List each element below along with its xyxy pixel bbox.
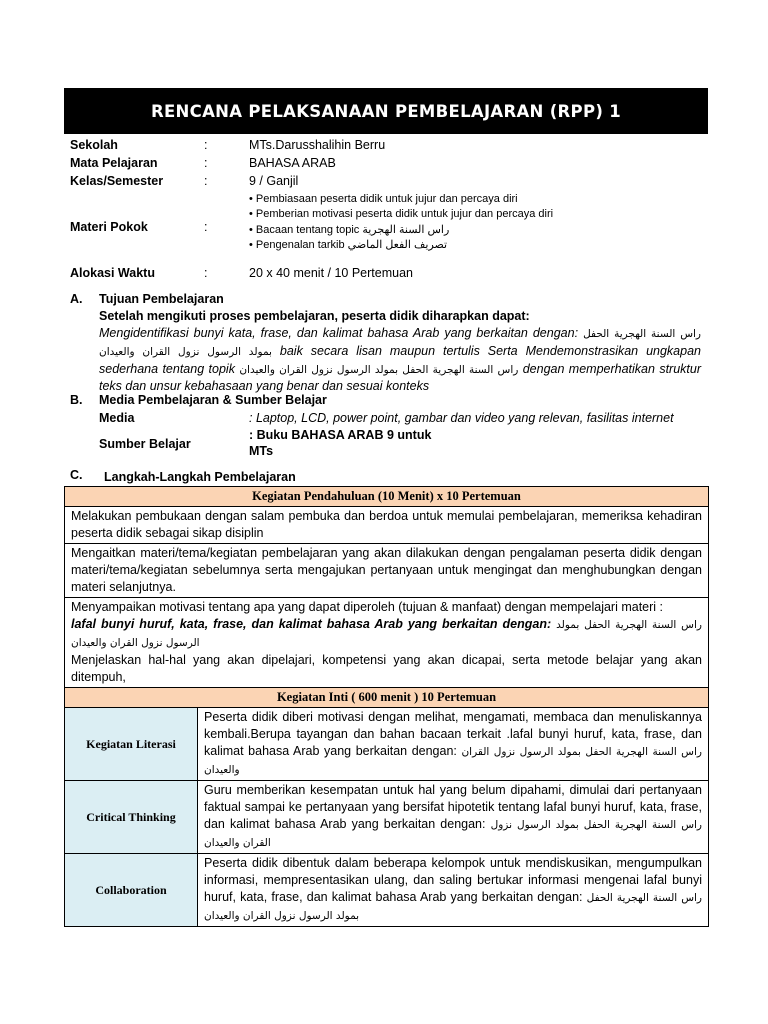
tujuan-text-2: baik secara lisan maupun tertulis Serta Mendemonstrasikan ungkapan sederhana tentang topik [99,343,701,376]
inti-cell-literasi [198,708,709,781]
tujuan-text-3: dengan memperhatikan struktur teks dan unsur kebahasaan yang benar dan sesuai konteks [99,361,702,394]
inti-arabic: راس السنة الهجرية الحفل بمولد الرسول نزول القران والعيدان [204,892,703,922]
pendahuluan-row-1: Melakukan pembukaan dengan salam pembuka dan berdoa untuk memulai pembelajaran, memeriksa kehadiran peserta didik sebagai sikap disiplin [65,507,709,544]
sumber-value-1: : Buku BAHASA ARAB 9 untuk [249,428,432,442]
materi-label: Materi Pokok [70,220,148,234]
alokasi-value: 20 x 40 menit / 10 Pertemuan [249,266,413,280]
inti-text: Peserta didik diberi motivasi dengan melihat, mengamati, membaca dan menuliskannya kembali.Berupa tayangan dan bahan bacaan terkait .lafal bunyi huruf, kata, frase, dan kalimat bahasa Arab yang berkaitan dengan: [204,710,702,758]
sekolah-value: MTs.Darusshalihin Berru [249,138,386,152]
media-value: : Laptop, LCD, power point, gambar dan video yang relevan, fasilitas internet [249,411,674,425]
inti-text: Peserta didik dibentuk dalam beberapa kelompok untuk mendiskusikan, mengumpulkan informasi, mempresentasikan ulang, dan saling bertukar informasi mengenai lafal bunyi huruf, kata, frase, dan kalimat bahasa Arab yang berkaitan dengan: [204,856,702,904]
materi-item: • Bacaan tentang topic راس السنة الهجرية [249,223,449,236]
tujuan-arabic-1: راس السنة الهجرية الحفل بمولد الرسول نزول القران والعيدان [99,328,701,358]
section-b-heading: Media Pembelajaran & Sumber Belajar [99,393,327,407]
section-b-letter: B. [70,393,83,407]
alokasi-label: Alokasi Waktu [70,266,155,280]
tujuan-arabic-2: راس السنة الهجرية الحفل بمولد الرسول نزول القران والعيدان [239,363,519,376]
inti-arabic: راس السنة الهجرية الحفل بمولد الرسول نزول القران والعيدان [204,746,702,776]
inti-label-critical: Critical Thinking [65,781,198,854]
section-c-heading: Langkah-Langkah Pembelajaran [104,470,296,484]
section-a-heading: Tujuan Pembelajaran [99,292,224,306]
table-row [65,544,709,598]
motivasi-italic: lafal bunyi huruf, kata, frase, dan kalimat bahasa Arab yang berkaitan dengan: [71,617,552,631]
inti-cell-collaboration [198,854,709,927]
sumber-label: Sumber Belajar [99,437,191,451]
sumber-value-2: MTs [249,444,274,458]
mapel-value: BAHASA ARAB [249,156,336,170]
pendahuluan-row-3 [65,598,709,688]
materi-item: • Pengenalan tarkib تصريف الفعل الماضي [249,238,447,251]
table-row [65,507,709,544]
inti-label-collaboration: Collaboration [65,854,198,927]
inti-header: Kegiatan Inti ( 600 menit ) 10 Pertemuan [65,688,709,708]
colon: : [204,138,208,152]
kelas-value: 9 / Ganjil [249,174,299,188]
langkah-table [64,486,709,927]
section-a-letter: A. [70,292,83,306]
motivasi-arabic: راس السنة الهجرية الحفل بمولد الرسول نزول القران والعيدان [71,619,702,649]
motivasi-text: Menyampaikan motivasi tentang apa yang dapat diperoleh (tujuan & manfaat) dengan mempelajari materi : [71,600,664,614]
section-c-letter: C. [70,468,83,482]
table-row [65,688,709,708]
colon: : [204,174,208,188]
media-label: Media [99,411,135,425]
mapel-label: Mata Pelajaran [70,156,158,170]
colon: : [204,220,208,234]
menjelaskan-text: Menjelaskan hal-hal yang akan dipelajari, kompetensi yang akan dicapai, serta metode belajar yang akan ditempuh, [71,653,702,684]
inti-text: Guru memberikan kesempatan untuk hal yang belum dipahami, dimulai dari pertanyaan faktual sampai ke pertanyaan yang bersifat hipotetik tentang lafal bunyi huruf, kata, frase, dan kalimat bahasa Arab yang berkaitan dengan: [204,783,702,831]
inti-cell-critical [198,781,709,854]
table-row [65,598,709,688]
table-row [65,854,709,927]
kelas-label: Kelas/Semester [70,174,164,188]
pendahuluan-header: Kegiatan Pendahuluan (10 Menit) x 10 Pertemuan [65,487,709,507]
colon: : [204,266,208,280]
document-title: RENCANA PELAKSANAAN PEMBELAJARAN (RPP) 1 [64,88,708,134]
table-row [65,487,709,507]
pendahuluan-row-2: Mengaitkan materi/tema/kegiatan pembelajaran yang akan dilakukan dengan pengalaman peserta didik dengan materi/tema/kegiatan sebelumnya serta mengajukan pertanyaan untuk mengingat dan menghubungkan dengan materi selanjutnya. [65,544,709,598]
table-row [65,781,709,854]
tujuan-text-1: Mengidentifikasi bunyi kata, frase, dan kalimat bahasa Arab yang berkaitan dengan: [99,326,579,340]
sekolah-label: Sekolah [70,138,118,152]
colon: : [204,156,208,170]
section-a-intro: Setelah mengikuti proses pembelajaran, peserta didik diharapkan dapat: [99,309,530,323]
materi-item: • Pembiasaan peserta didik untuk jujur dan percaya diri [249,193,518,205]
inti-arabic: راس السنة الهجرية الحفل بمولد الرسول نزول القران والعيدان [204,819,702,849]
inti-label-literasi: Kegiatan Literasi [65,708,198,781]
tujuan-paragraph [99,325,701,395]
materi-item: • Pemberian motivasi peserta didik untuk jujur dan percaya diri [249,208,553,220]
table-row [65,708,709,781]
